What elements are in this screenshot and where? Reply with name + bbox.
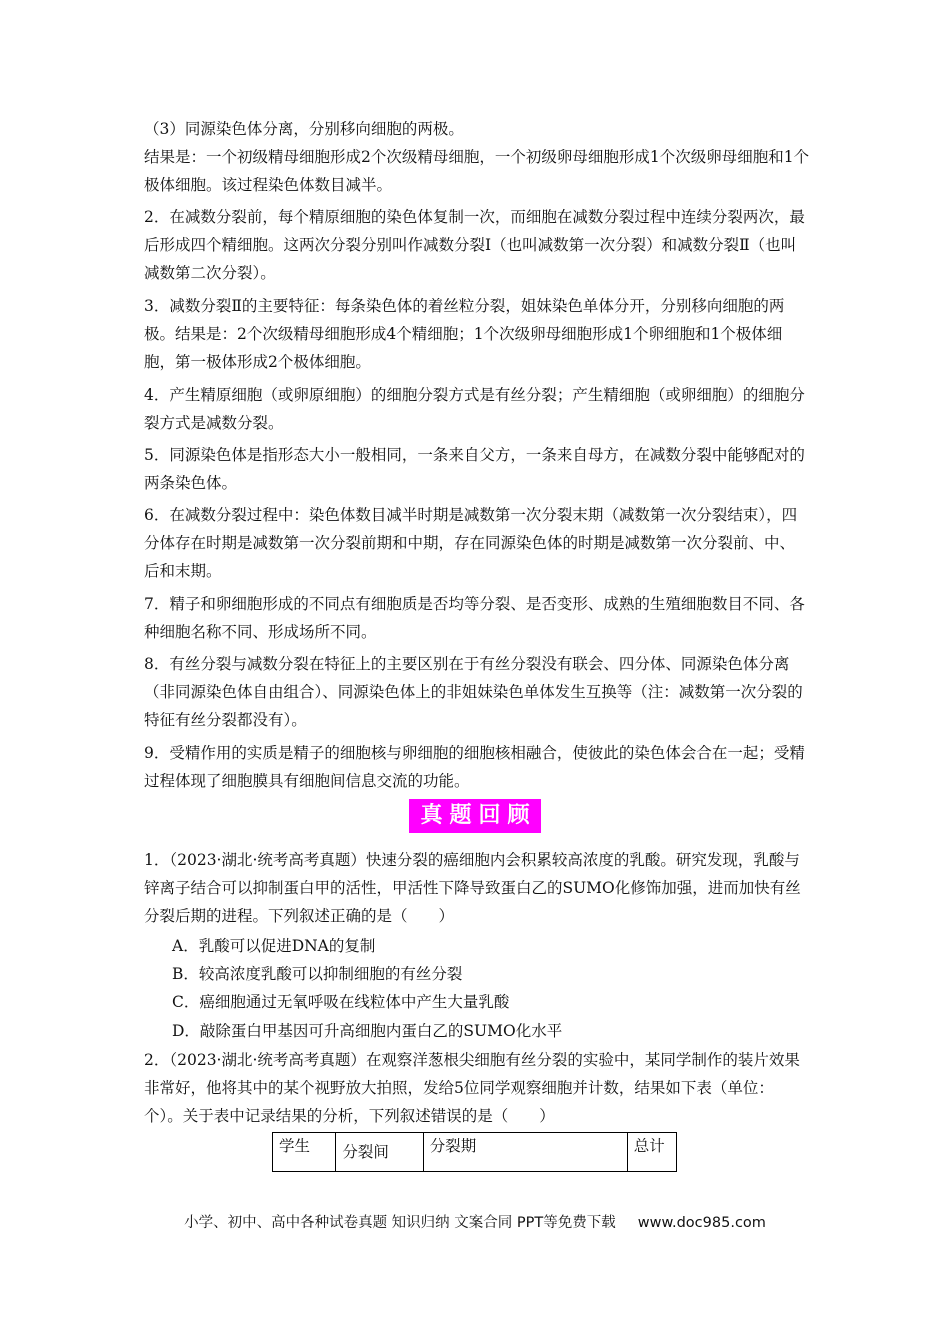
page-footer — [0, 1211, 950, 1232]
paragraph-point-6: 6．在减数分裂过程中：染色体数目减半时期是减数第一次分裂末期（减数第一次分裂结束），四分体存在时期是减数第一次分裂前期和中期，存在同源染色体的时期是减数第一次分裂前、中、后和末期。 — [144, 506, 798, 580]
question-1-stem: 1．（2023·湖北·统考高考真题）快速分裂的癌细胞内会积累较高浓度的乳酸。研究发现，乳酸与锌离子结合可以抑制蛋白甲的活性，甲活性下降导致蛋白乙的SUMO化修饰加强，进而加快有丝分裂后期的进程。下列叙述正确的是（ ） — [144, 851, 801, 925]
paragraph-point-4: 4．产生精原细胞（或卵原细胞）的细胞分裂方式是有丝分裂；产生精细胞（或卵细胞）的细胞分裂方式是减数分裂。 — [144, 386, 805, 432]
results-table — [272, 1132, 677, 1172]
paragraph-point-3: 3．减数分裂Ⅱ的主要特征：每条染色体的着丝粒分裂，姐妹染色单体分开，分别移向细胞的两极。结果是：2个次级精母细胞形成4个精细胞；1个次级卵母细胞形成1个卵细胞和1个极体细胞，第一极体形成2个极体细胞。 — [144, 297, 785, 371]
paragraph-point-5: 5．同源染色体是指形态大小一般相同，一条来自父方，一条来自母方，在减数分裂中能够配对的两条染色体。 — [144, 446, 805, 492]
footer-site[interactable]: www.doc985.com — [637, 1215, 766, 1231]
question-1-option-c: C．癌细胞通过无氧呼吸在线粒体中产生大量乳酸 — [172, 993, 510, 1011]
table-header-row — [273, 1133, 677, 1172]
paragraph-3-result: 结果是：一个初级精母细胞形成2个次级精母细胞，一个初级卵母细胞形成1个次级卵母细胞和1个极体细胞。该过程染色体数目减半。 — [144, 148, 810, 194]
question-1-option-a: A．乳酸可以促进DNA的复制 — [172, 937, 376, 955]
table-header-total: 总计 — [627, 1133, 676, 1172]
paragraph-point-2: 2．在减数分裂前，每个精原细胞的染色体复制一次，而细胞在减数分裂过程中连续分裂两次，最后形成四个精细胞。这两次分裂分别叫作减数分裂Ⅰ（也叫减数第一次分裂）和减数分裂Ⅱ（也叫减数第二次分裂）。 — [144, 208, 805, 282]
paragraph-3: （3）同源染色体分离，分别移向细胞的两极。 — [144, 120, 464, 138]
paragraph-point-8: 8．有丝分裂与减数分裂在特征上的主要区别在于有丝分裂没有联会、四分体、同源染色体分离（非同源染色体自由组合）、同源染色体上的非姐妹染色单体发生互换等（注：减数第一次分裂的特征有丝分裂都没有）。 — [144, 655, 803, 729]
question-1-option-b: B．较高浓度乳酸可以抑制细胞的有丝分裂 — [172, 965, 463, 983]
table-header-division-phase: 分裂期 — [423, 1133, 627, 1172]
section-title-wrap — [0, 799, 950, 833]
footer-text: 小学、初中、高中各种试卷真题 知识归纳 文案合同 PPT等免费下载 — [184, 1215, 616, 1231]
table-header-interphase: 分裂间 — [336, 1133, 423, 1172]
paragraph-point-7: 7．精子和卵细胞形成的不同点有细胞质是否均等分裂、是否变形、成熟的生殖细胞数目不同、各种细胞名称不同、形成场所不同。 — [144, 595, 805, 641]
paragraph-point-9: 9．受精作用的实质是精子的细胞核与卵细胞的细胞核相融合，使彼此的染色体会合在一起；受精过程体现了细胞膜具有细胞间信息交流的功能。 — [144, 744, 805, 790]
question-1-option-d: D．敲除蛋白甲基因可升高细胞内蛋白乙的SUMO化水平 — [172, 1022, 563, 1040]
section-title-badge: 真题回顾 — [409, 799, 540, 833]
question-2-stem: 2．（2023·湖北·统考高考真题）在观察洋葱根尖细胞有丝分裂的实验中，某同学制作的装片效果非常好，他将其中的某个视野放大拍照，发给5位同学观察细胞并计数，结果如下表（单位：个）。关于表中记录结果的分析，下列叙述错误的是（ ） — [144, 1051, 800, 1125]
table-header-student: 学生 — [273, 1133, 336, 1172]
